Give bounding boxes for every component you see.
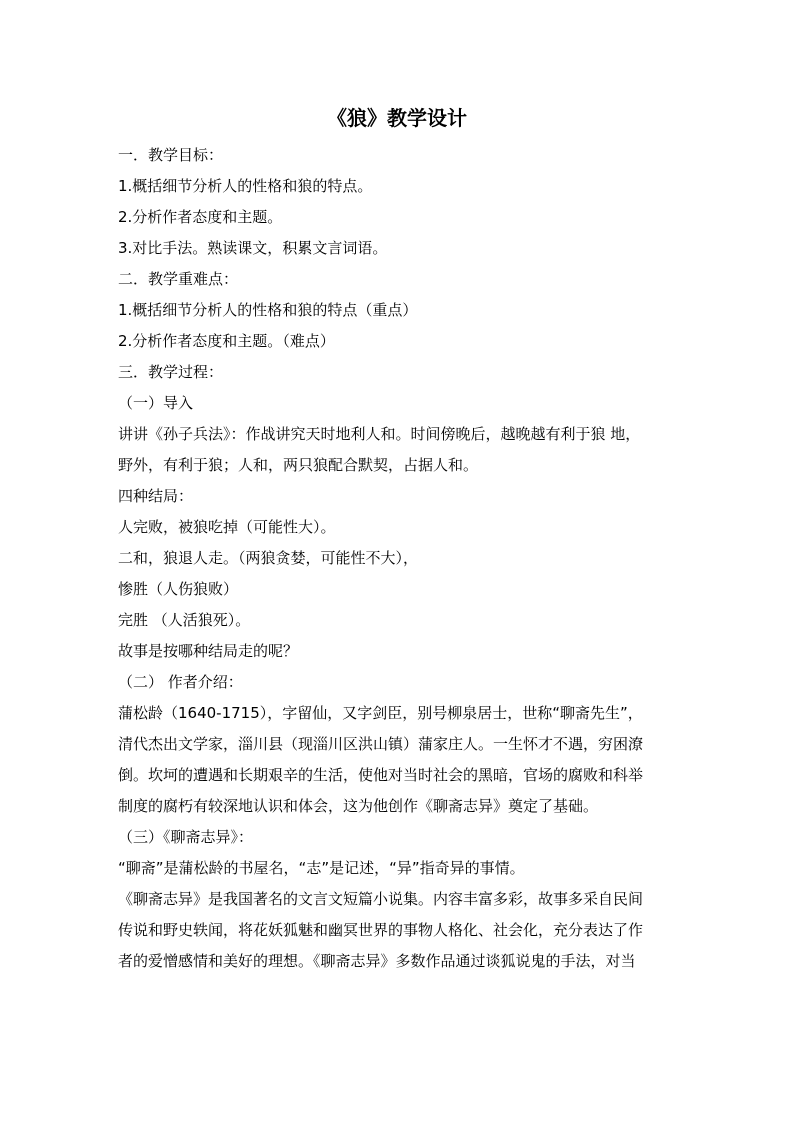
line-goal-2: 2.分析作者态度和主题。 [118, 208, 283, 226]
line-author-subheading: （二） 作者介绍： [118, 673, 243, 691]
line-keypoint-2: 2.分析作者态度和主题。（难点） [118, 332, 335, 350]
line-outcome-2: 二和，狼退人走。（两狼贪婪，可能性不大）， [118, 549, 419, 567]
line-book-text-1: “聊斋”是蒲松龄的书屋名，“志”是记述，“异”指奇异的事情。 [118, 859, 525, 877]
line-goal-1: 1.概括细节分析人的性格和狼的特点。 [118, 177, 373, 195]
line-book-text-2: 《聊斋志异》是我国著名的文言文短篇小说集。内容丰富多彩，故事多采自民间 [118, 890, 644, 908]
line-author-text-3: 倒。坎坷的遭遇和长期艰辛的生活，使他对当时社会的黑暗，官场的腐败和科举 [118, 766, 644, 784]
line-author-text-2: 清代杰出文学家，淄川县（现淄川区洪山镇）蒲家庄人。一生怀才不遇，穷困潦 [118, 735, 644, 753]
line-goal-3: 3.对比手法。熟读课文，积累文言词语。 [118, 239, 388, 257]
line-intro-text-2: 野外，有利于狼；人和，两只狼配合默契，占据人和。 [118, 456, 479, 474]
line-keypoints-heading: 二．教学重难点： [118, 270, 239, 288]
document-title: 《狼》教学设计 [327, 106, 467, 130]
line-intro-text-1: 讲讲《孙子兵法》：作战讲究天时地利人和。时间傍晚后，越晚越有利于狼 地， [118, 425, 641, 443]
line-outcome-4: 完胜 （人活狼死）。 [118, 611, 251, 629]
line-goals-heading: 一．教学目标： [118, 146, 224, 164]
line-outcome-question: 故事是按哪种结局走的呢？ [118, 642, 299, 660]
line-outcome-1: 人完败，被狼吃掉（可能性大）。 [118, 518, 336, 536]
line-outcome-3: 惨胜（人伤狼败） [118, 580, 239, 598]
line-author-text-4: 制度的腐朽有较深地认识和体会，这为他创作《聊斋志异》奠定了基础。 [118, 797, 599, 815]
line-book-text-3: 传说和野史轶闻，将花妖狐魅和幽冥世界的事物人格化、社会化，充分表达了作 [118, 921, 644, 939]
line-process-heading: 三．教学过程： [118, 363, 224, 381]
line-outcomes-heading: 四种结局： [118, 487, 194, 505]
document-body [118, 140, 684, 977]
line-book-subheading: （三）《聊斋志异》： [118, 828, 254, 846]
line-author-text-1: 蒲松龄（1640-1715），字留仙，又字剑臣，别号柳泉居士，世称“聊斋先生”， [118, 704, 643, 722]
line-book-text-4: 者的爱憎感情和美好的理想。《聊斋志异》多数作品通过谈狐说鬼的手法，对当 [118, 952, 636, 970]
line-intro-subheading: （一）导入 [118, 394, 194, 412]
line-keypoint-1: 1.概括细节分析人的性格和狼的特点（重点） [118, 301, 418, 319]
